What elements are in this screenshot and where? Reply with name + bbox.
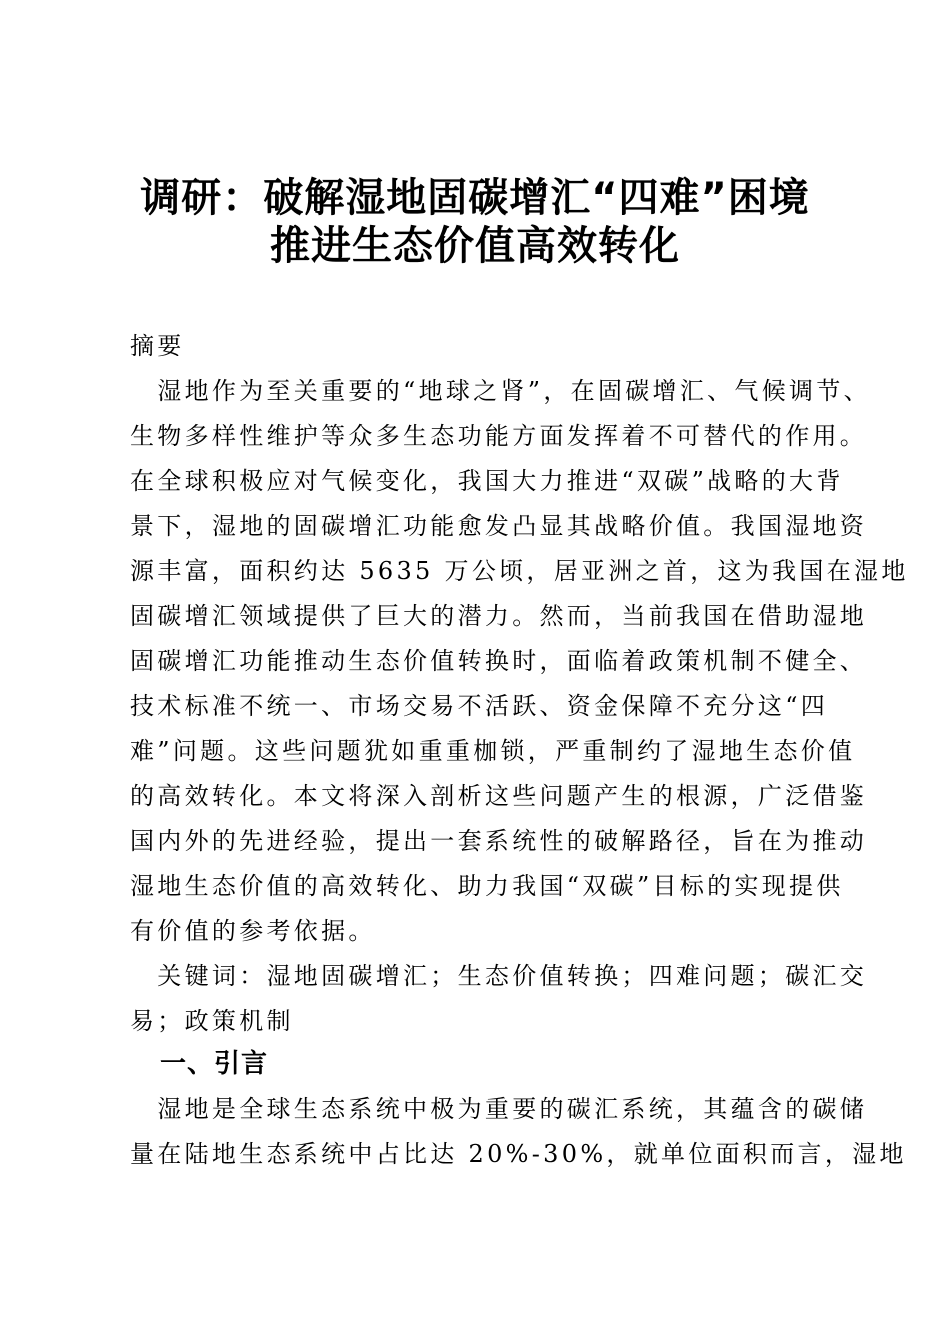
abstract-line: 难”问题。这些问题犹如重重枷锁，严重制约了湿地生态价值 (130, 737, 856, 765)
document-title-line-1: 调研：破解湿地固碳增汇“四难”困境 (140, 175, 810, 221)
intro-line: 量在陆地生态系统中占比达 20%-30%，就单位面积而言，湿地 (130, 1140, 907, 1168)
abstract-line: 技术标准不统一、市场交易不活跃、资金保障不充分这“四 (130, 692, 829, 720)
keywords-line: 关键词：湿地固碳增汇；生态价值转换；四难问题；碳汇交 (130, 962, 868, 990)
abstract-line: 湿地作为至关重要的“地球之肾”，在固碳增汇、气候调节、 (130, 377, 871, 405)
document-title-line-2: 推进生态价值高效转化 (270, 223, 680, 269)
abstract-line: 源丰富，面积约达 5635 万公顷，居亚洲之首，这为我国在湿地 (130, 557, 909, 585)
intro-line: 湿地是全球生态系统中极为重要的碳汇系统，其蕴含的碳储 (130, 1095, 868, 1123)
abstract-label: 摘要 (130, 332, 185, 360)
abstract-line: 固碳增汇领域提供了巨大的潜力。然而，当前我国在借助湿地 (130, 602, 868, 630)
abstract-line: 固碳增汇功能推动生态价值转换时，面临着政策机制不健全、 (130, 647, 868, 675)
abstract-line: 国内外的先进经验，提出一套系统性的破解路径，旨在为推动 (130, 827, 868, 855)
abstract-line: 在全球积极应对气候变化，我国大力推进“双碳”战略的大背 (130, 467, 844, 495)
abstract-line: 生物多样性维护等众多生态功能方面发挥着不可替代的作用。 (130, 422, 868, 450)
abstract-line: 有价值的参考依据。 (130, 917, 376, 945)
abstract-line: 的高效转化。本文将深入剖析这些问题产生的根源，广泛借鉴 (130, 782, 868, 810)
abstract-line: 湿地生态价值的高效转化、助力我国“双碳”目标的实现提供 (130, 872, 844, 900)
section-heading: 一、引言 (160, 1049, 269, 1079)
abstract-line: 景下，湿地的固碳增汇功能愈发凸显其战略价值。我国湿地资 (130, 512, 868, 540)
keywords-line: 易；政策机制 (130, 1007, 294, 1035)
